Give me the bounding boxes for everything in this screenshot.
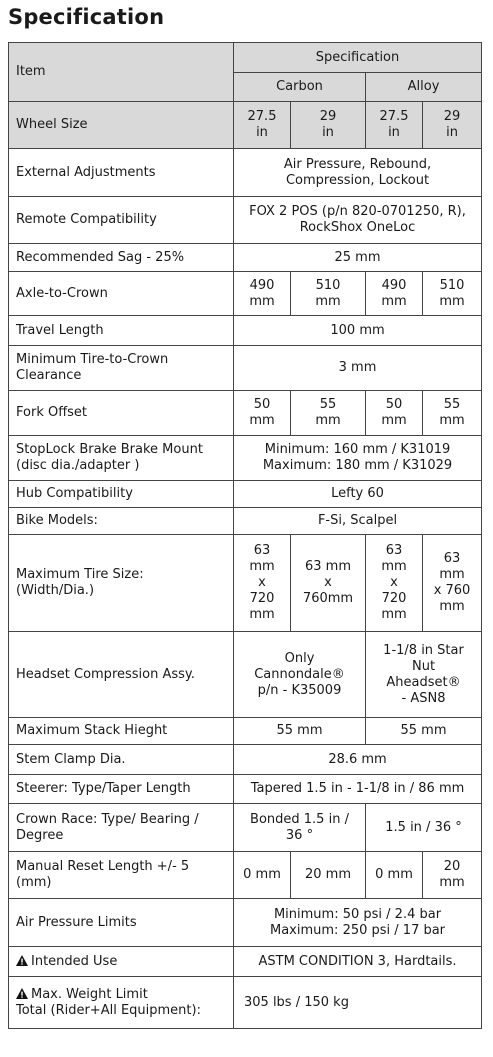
wheel-size-alloy-275: 27.5 in bbox=[366, 102, 423, 149]
max-weight-value: 305 lbs / 150 kg bbox=[234, 977, 482, 1029]
manual-reset-label: Manual Reset Length +/- 5 (mm) bbox=[9, 852, 234, 899]
remote-compatibility-label: Remote Compatibility bbox=[9, 197, 234, 244]
axle-to-crown-carbon-29: 510 mm bbox=[291, 272, 366, 316]
intended-use-cell bbox=[9, 947, 234, 977]
remote-compatibility-value: FOX 2 POS (p/n 820-0701250, R), RockShox OneLoc bbox=[234, 197, 482, 244]
min-tire-clearance-value: 3 mm bbox=[234, 346, 482, 391]
max-tire-size-alloy-275: 63 mm x 720 mm bbox=[366, 535, 423, 632]
travel-length-value: 100 mm bbox=[234, 316, 482, 346]
max-tire-size-carbon-29: 63 mm x 760mm bbox=[291, 535, 366, 632]
axle-to-crown-label: Axle-to-Crown bbox=[9, 272, 234, 316]
max-weight-label: Max. Weight Limit Total (Rider+All Equipment): bbox=[16, 986, 201, 1018]
alloy-header: Alloy bbox=[366, 73, 482, 102]
external-adjustments-value: Air Pressure, Rebound, Compression, Lockout bbox=[234, 149, 482, 197]
fork-offset-carbon-29: 55 mm bbox=[291, 391, 366, 436]
stem-clamp-label: Stem Clamp Dia. bbox=[9, 745, 234, 775]
steerer-label: Steerer: Type/Taper Length bbox=[9, 775, 234, 804]
travel-length-label: Travel Length bbox=[9, 316, 234, 346]
manual-reset-carbon-29: 20 mm bbox=[291, 852, 366, 899]
recommended-sag-label: Recommended Sag - 25% bbox=[9, 244, 234, 272]
axle-to-crown-alloy-275: 490 mm bbox=[366, 272, 423, 316]
wheel-size-label: Wheel Size bbox=[9, 102, 234, 149]
hub-compatibility-label: Hub Compatibility bbox=[9, 481, 234, 508]
manual-reset-carbon-275: 0 mm bbox=[234, 852, 291, 899]
fork-offset-alloy-29: 55 mm bbox=[423, 391, 482, 436]
max-weight-cell bbox=[9, 977, 234, 1029]
axle-to-crown-carbon-275: 490 mm bbox=[234, 272, 291, 316]
wheel-size-alloy-29: 29 in bbox=[423, 102, 482, 149]
max-stack-alloy-value: 55 mm bbox=[366, 718, 482, 745]
max-stack-label: Maximum Stack Hieght bbox=[9, 718, 234, 745]
crown-race-alloy-value: 1.5 in / 36 ° bbox=[366, 804, 482, 852]
fork-offset-alloy-275: 50 mm bbox=[366, 391, 423, 436]
headset-carbon-value: Only Cannondale® p/n - K35009 bbox=[234, 632, 366, 718]
manual-reset-alloy-275: 0 mm bbox=[366, 852, 423, 899]
headset-alloy-value: 1-1/8 in Star Nut Aheadset® - ASN8 bbox=[366, 632, 482, 718]
spec-table bbox=[8, 42, 482, 1029]
wheel-size-carbon-275: 27.5 in bbox=[234, 102, 291, 149]
max-tire-size-alloy-29: 63 mm x 760 mm bbox=[423, 535, 482, 632]
bike-models-label: Bike Models: bbox=[9, 508, 234, 535]
recommended-sag-value: 25 mm bbox=[234, 244, 482, 272]
fork-offset-carbon-275: 50 mm bbox=[234, 391, 291, 436]
manual-reset-alloy-29: 20 mm bbox=[423, 852, 482, 899]
crown-race-carbon-value: Bonded 1.5 in / 36 ° bbox=[234, 804, 366, 852]
air-pressure-value: Minimum: 50 psi / 2.4 bar Maximum: 250 psi / 17 bar bbox=[234, 899, 482, 947]
max-stack-carbon-value: 55 mm bbox=[234, 718, 366, 745]
intended-use-label: Intended Use bbox=[31, 953, 118, 969]
carbon-header: Carbon bbox=[234, 73, 366, 102]
warning-triangle-icon bbox=[16, 955, 28, 966]
stoplock-value: Minimum: 160 mm / K31019 Maximum: 180 mm / K31029 bbox=[234, 436, 482, 481]
wheel-size-carbon-29: 29 in bbox=[291, 102, 366, 149]
stem-clamp-value: 28.6 mm bbox=[234, 745, 482, 775]
air-pressure-label: Air Pressure Limits bbox=[9, 899, 234, 947]
min-tire-clearance-label: Minimum Tire-to-Crown Clearance bbox=[9, 346, 234, 391]
bike-models-value: F-Si, Scalpel bbox=[234, 508, 482, 535]
intended-use-value: ASTM CONDITION 3, Hardtails. bbox=[234, 947, 482, 977]
headset-label: Headset Compression Assy. bbox=[9, 632, 234, 718]
max-tire-size-carbon-275: 63 mm x 720 mm bbox=[234, 535, 291, 632]
stoplock-label: StopLock Brake Brake Mount (disc dia./adapter ) bbox=[9, 436, 234, 481]
warning-triangle-icon bbox=[16, 988, 28, 999]
hub-compatibility-value: Lefty 60 bbox=[234, 481, 482, 508]
steerer-value: Tapered 1.5 in - 1-1/8 in / 86 mm bbox=[234, 775, 482, 804]
axle-to-crown-alloy-29: 510 mm bbox=[423, 272, 482, 316]
max-tire-size-label: Maximum Tire Size: (Width/Dia.) bbox=[9, 535, 234, 632]
specification-header: Specification bbox=[234, 43, 482, 73]
external-adjustments-label: External Adjustments bbox=[9, 149, 234, 197]
crown-race-label: Crown Race: Type/ Bearing / Degree bbox=[9, 804, 234, 852]
fork-offset-label: Fork Offset bbox=[9, 391, 234, 436]
item-header: Item bbox=[9, 43, 234, 102]
page-title: Specification bbox=[8, 5, 165, 29]
